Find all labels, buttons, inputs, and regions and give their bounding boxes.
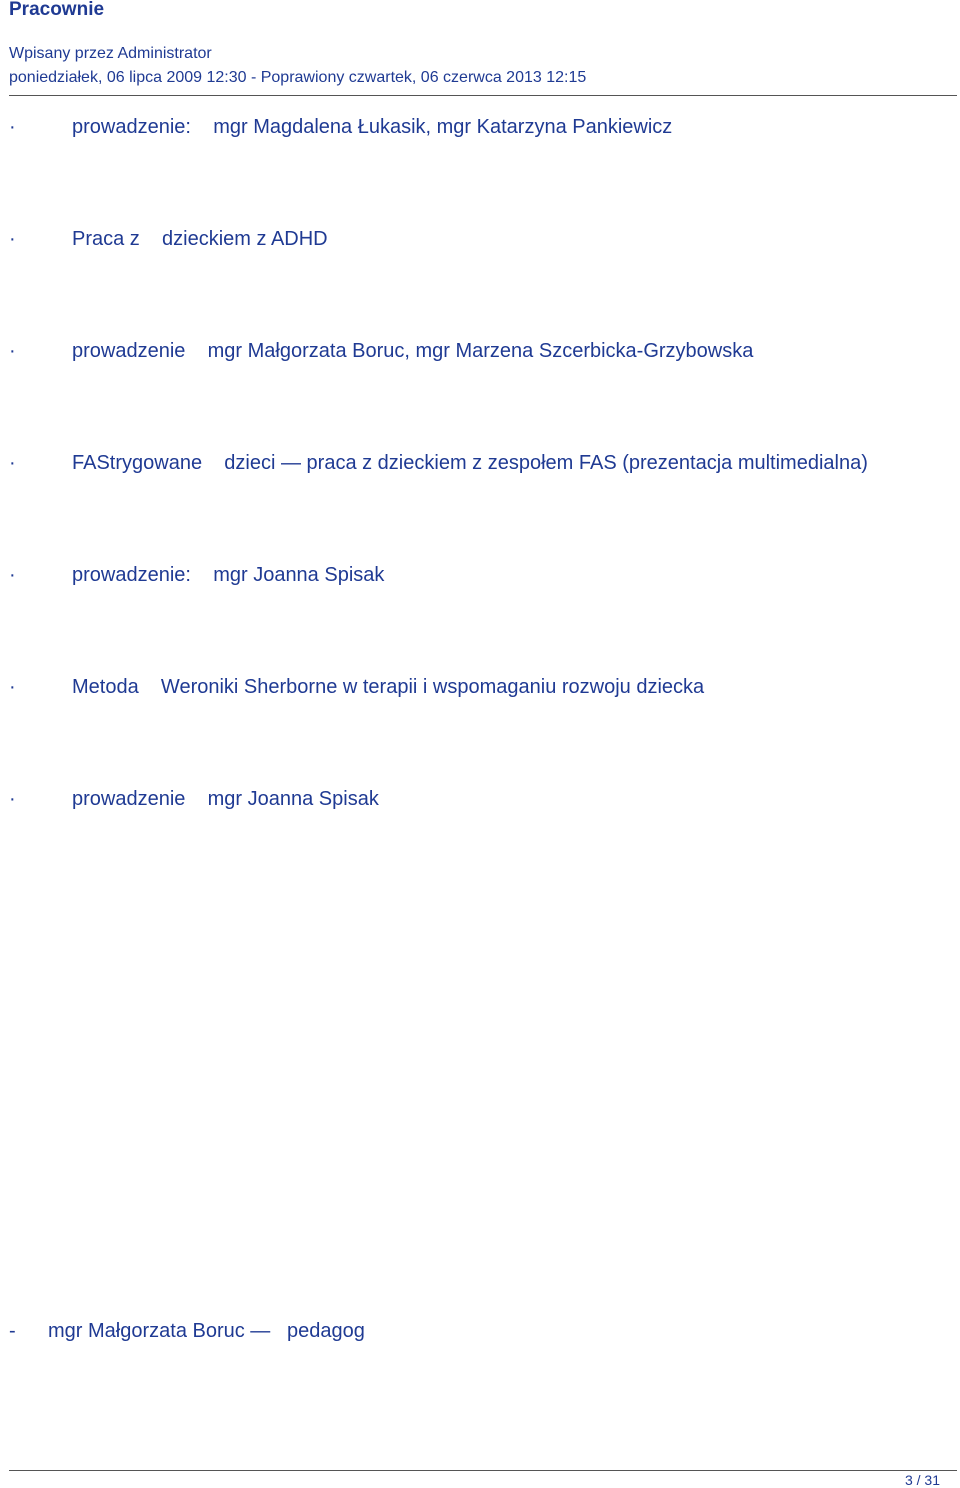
list-item-text: prowadzenie mgr Małgorzata Boruc, mgr Marzena Szcerbicka-Grzybowska xyxy=(72,340,754,362)
bullet-icon: · xyxy=(9,788,16,810)
list-item-text: Metoda Weroniki Sherborne w terapii i wspomaganiu rozwoju dziecka xyxy=(72,676,705,698)
author-line: Wpisany przez Administrator xyxy=(9,45,212,62)
bullet-icon: · xyxy=(9,340,16,362)
list-item-text: prowadzenie mgr Joanna Spisak xyxy=(72,788,379,810)
dash-marker: - xyxy=(9,1320,16,1342)
signature-text: mgr Małgorzata Boruc — pedagog xyxy=(48,1320,365,1342)
header-divider xyxy=(9,95,957,96)
list-item-text: Praca z dzieckiem z ADHD xyxy=(72,228,328,250)
footer-divider xyxy=(9,1470,957,1471)
bullet-icon: · xyxy=(9,228,16,250)
bullet-icon: · xyxy=(9,676,16,698)
bullet-icon: · xyxy=(9,116,16,138)
page-title: Pracownie xyxy=(9,0,105,20)
date-line: poniedziałek, 06 lipca 2009 12:30 - Poprawiony czwartek, 06 czerwca 2013 12:15 xyxy=(9,69,587,86)
list-item-text: prowadzenie: mgr Joanna Spisak xyxy=(72,564,385,586)
list-item-text: prowadzenie: mgr Magdalena Łukasik, mgr Katarzyna Pankiewicz xyxy=(72,116,673,138)
list-item-text: FAStrygowane dzieci — praca z dzieckiem z zespołem FAS (prezentacja multimedialna) xyxy=(72,452,868,474)
bullet-icon: · xyxy=(9,564,16,586)
page-number: 3 / 31 xyxy=(904,1472,940,1488)
bullet-icon: · xyxy=(9,452,16,474)
